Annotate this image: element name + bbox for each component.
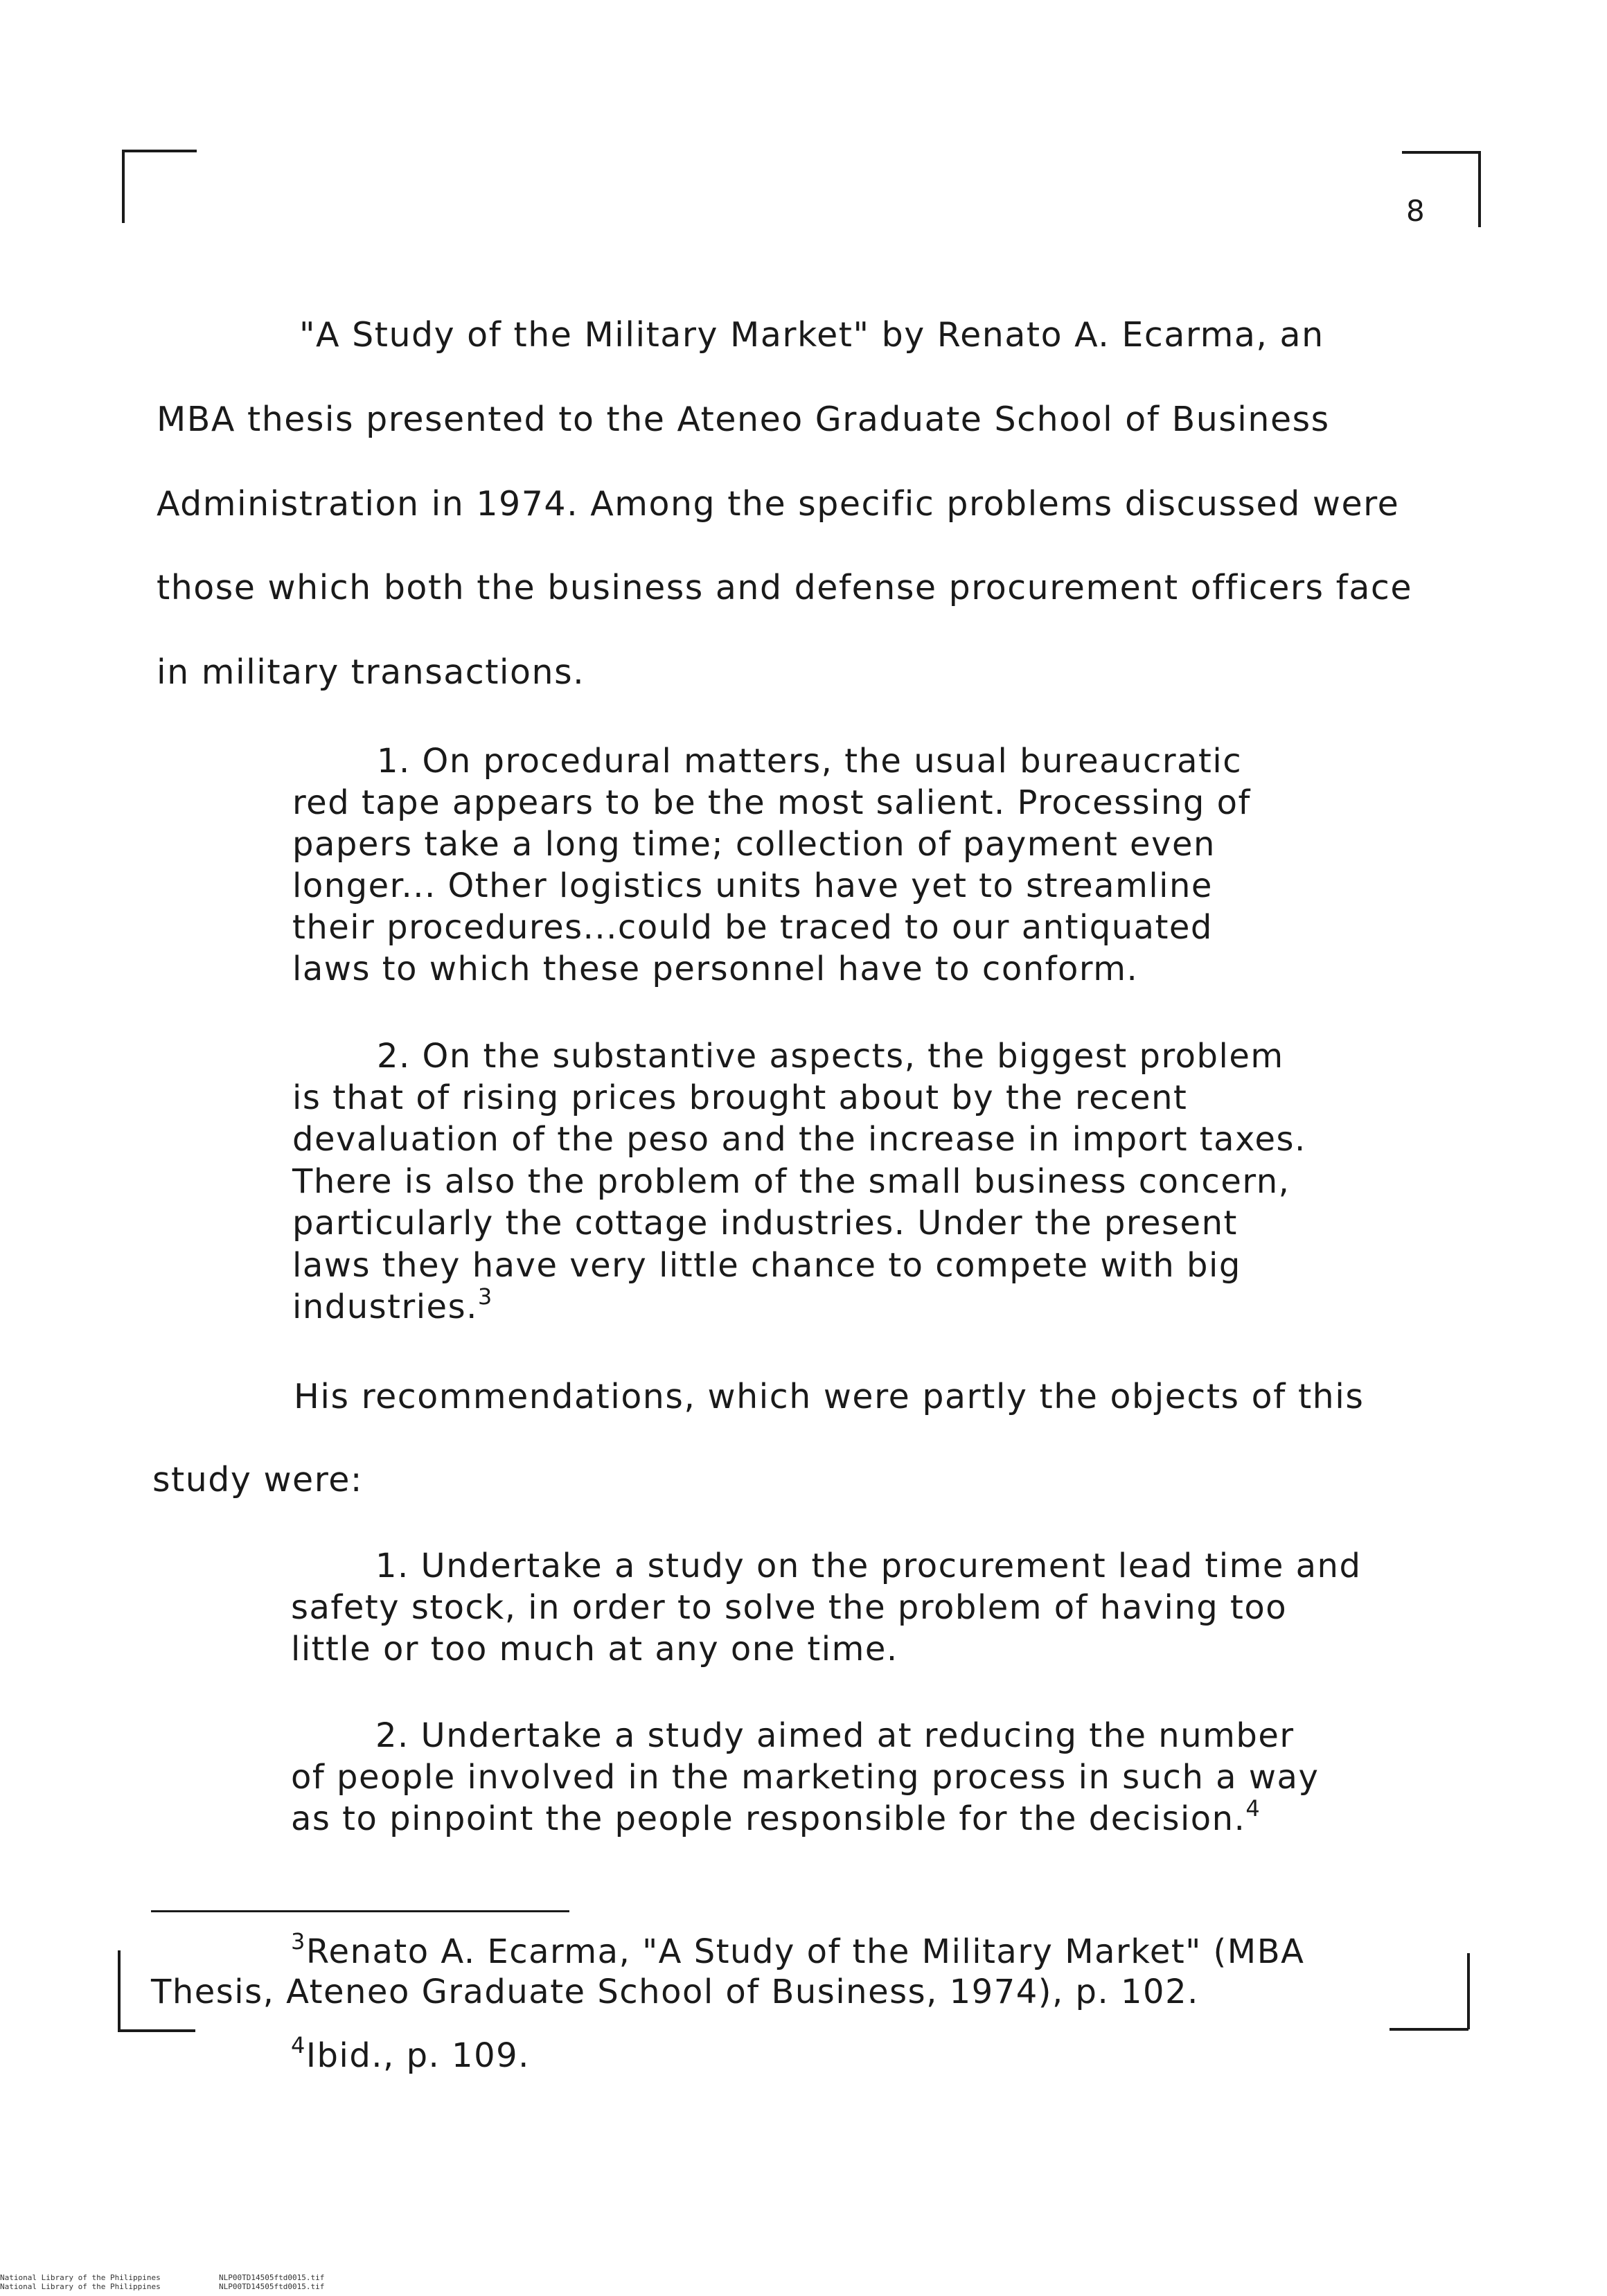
recommendation-intro-line: study were: xyxy=(152,1460,363,1499)
recommendation-line: of people involved in the marketing process in such a way xyxy=(291,1758,1320,1797)
intro-line: in military transactions. xyxy=(157,652,585,692)
crop-mark-top-right-vertical xyxy=(1478,151,1481,227)
intro-line: those which both the business and defense procurement officers face xyxy=(157,568,1412,607)
footnote-4 xyxy=(291,2032,530,2075)
scan-file-names xyxy=(219,2273,324,2291)
crop-mark-bottom-right-vertical xyxy=(1467,1953,1470,2029)
recommendation-line-last xyxy=(291,1795,1261,1838)
quote-line: their procedures...could be traced to our antiquated xyxy=(292,908,1213,947)
scan-credit-line: National Library of the Philippines xyxy=(0,2273,161,2282)
quote-line: laws to which these personnel have to conform. xyxy=(292,950,1139,988)
intro-line: MBA thesis presented to the Ateneo Graduate School of Business xyxy=(157,400,1330,439)
scan-credit xyxy=(0,2273,325,2291)
crop-mark-top-left-vertical xyxy=(122,150,125,223)
intro-line: "A Study of the Military Market" by Renato A. Ecarma, an xyxy=(299,315,1324,355)
quote-line: is that of rising prices brought about by the recent xyxy=(292,1078,1188,1117)
recommendation-line: little or too much at any one time. xyxy=(291,1630,898,1668)
quote-line-last xyxy=(292,1283,493,1326)
page-number: 8 xyxy=(1406,194,1425,228)
recommendation-line-text: as to pinpoint the people responsible for the decision. xyxy=(291,1799,1246,1838)
quote-line: longer... Other logistics units have yet to streamline xyxy=(292,866,1213,905)
recommendation-line: 2. Undertake a study aimed at reducing the number xyxy=(375,1716,1295,1755)
footnote-reference: 3 xyxy=(477,1283,493,1310)
quote-line-text: industries. xyxy=(292,1288,478,1326)
recommendation-line: safety stock, in order to solve the problem of having too xyxy=(291,1588,1288,1627)
quote-line: laws they have very little chance to compete with big xyxy=(292,1246,1241,1285)
footnote-reference: 4 xyxy=(1245,1795,1261,1822)
footnote-separator xyxy=(151,1910,569,1912)
quote-line: papers take a long time; collection of payment even xyxy=(292,825,1216,864)
intro-line: Administration in 1974. Among the specific problems discussed were xyxy=(157,484,1400,524)
crop-mark-bottom-right-horizontal xyxy=(1390,2028,1468,2031)
quote-line: particularly the cottage industries. Under the present xyxy=(292,1204,1238,1243)
scan-file-name: NLP00TD14505ftd0015.tif xyxy=(219,2273,325,2282)
footnote-text: Ibid., p. 109. xyxy=(305,2036,530,2075)
footnote-number: 3 xyxy=(291,1928,306,1955)
scan-credit-line: National Library of the Philippines xyxy=(0,2282,161,2291)
recommendation-intro-line: His recommendations, which were partly the objects of this xyxy=(294,1377,1365,1416)
footnote-3 xyxy=(291,1928,1305,1971)
recommendation-line: 1. Undertake a study on the procurement lead time and xyxy=(375,1547,1362,1585)
quote-line: There is also the problem of the small business concern, xyxy=(292,1162,1290,1201)
crop-mark-bottom-left-vertical xyxy=(118,1950,121,2031)
footnote-3-continued: Thesis, Ateneo Graduate School of Business, 1974), p. 102. xyxy=(151,1973,1199,2011)
quote-line: red tape appears to be the most salient. Processing of xyxy=(292,783,1251,822)
crop-mark-top-left-horizontal xyxy=(122,150,197,152)
crop-mark-top-right-horizontal xyxy=(1402,151,1480,154)
footnote-text: Renato A. Ecarma, "A Study of the Military Market" (MBA xyxy=(305,1932,1305,1971)
quote-line: 2. On the substantive aspects, the biggest problem xyxy=(377,1037,1284,1076)
scan-file-name: NLP00TD14505ftd0015.tif xyxy=(219,2282,325,2291)
crop-mark-bottom-left-horizontal xyxy=(118,2029,195,2032)
quote-line: devaluation of the peso and the increase in import taxes. xyxy=(292,1120,1306,1159)
footnote-number: 4 xyxy=(291,2032,306,2058)
quote-line: 1. On procedural matters, the usual bureaucratic xyxy=(377,742,1243,781)
